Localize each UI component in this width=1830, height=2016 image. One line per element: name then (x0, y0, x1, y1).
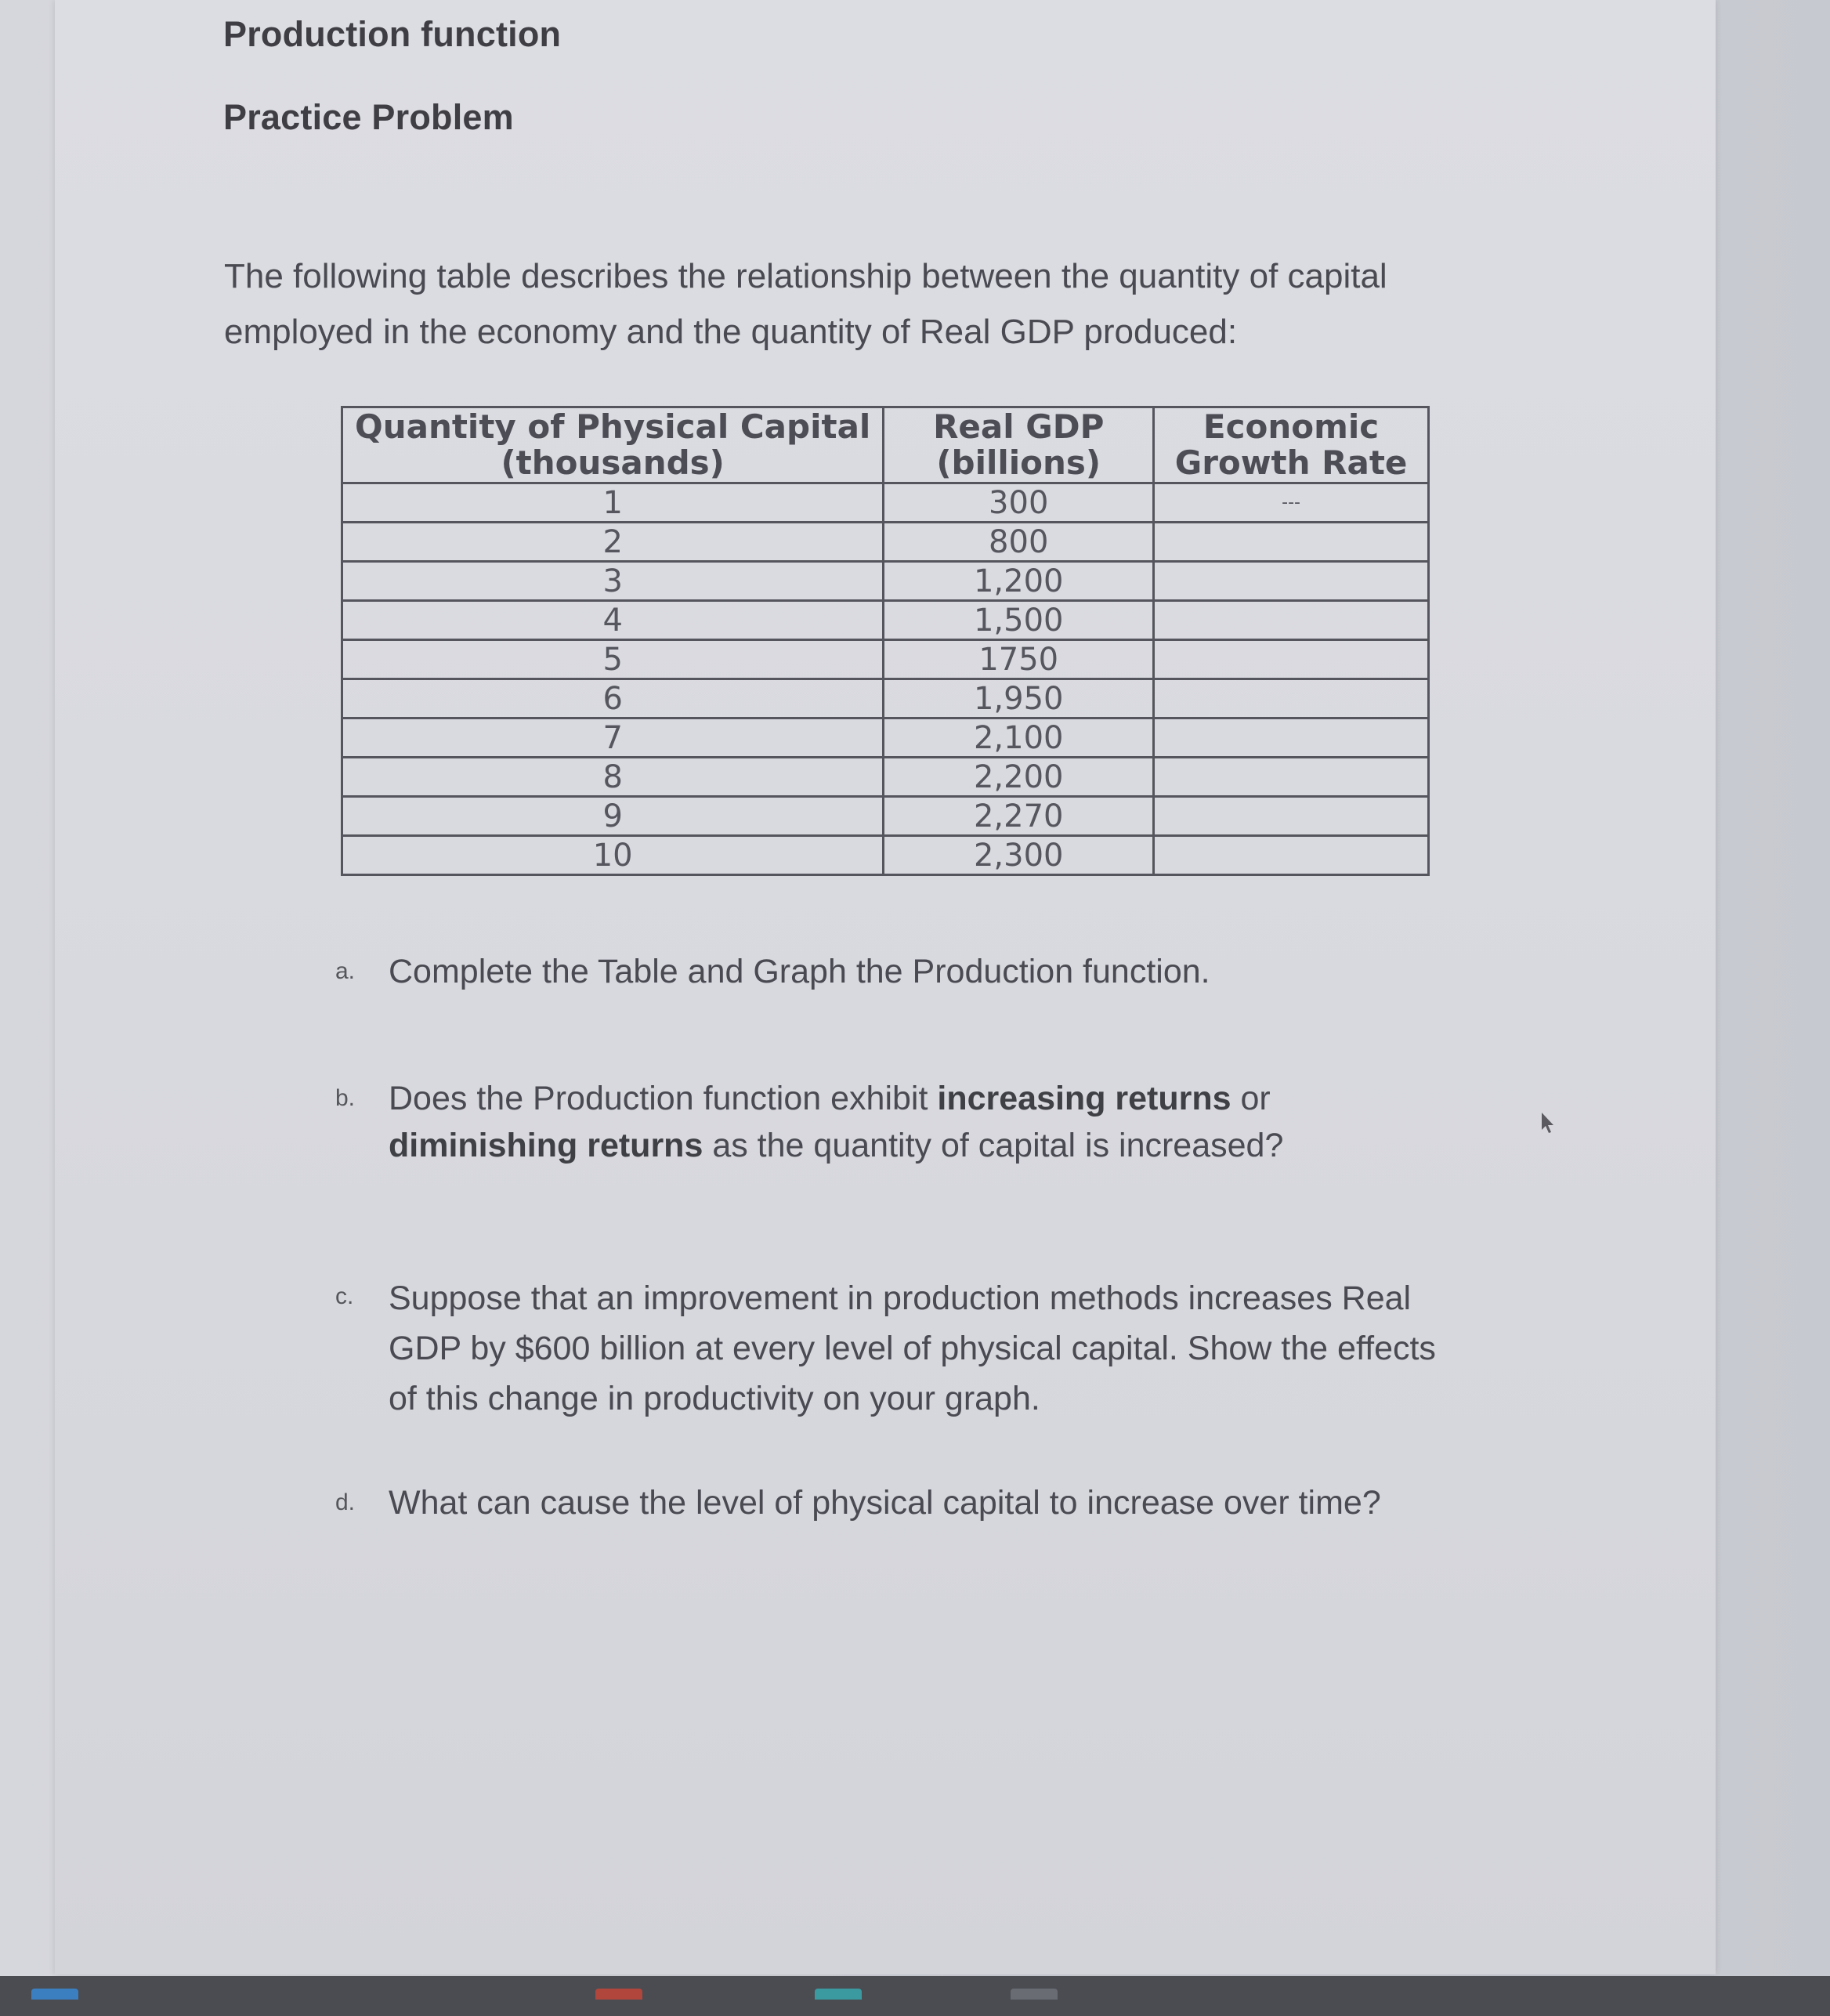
cell-growth (1154, 758, 1429, 797)
cell-gdp: 1,500 (884, 601, 1154, 640)
taskbar-app-icon[interactable] (815, 1989, 862, 2000)
cell-capital: 8 (342, 758, 884, 797)
question-d-letter: d. (335, 1489, 356, 1515)
question-b-text (389, 1075, 1564, 1169)
question-c-line1: Suppose that an improvement in production methods increases Real (389, 1279, 1412, 1317)
header-growth-line2: Growth Rate (1174, 443, 1408, 482)
cell-capital: 2 (342, 523, 884, 562)
intro-line-1: The following table describes the relationship between the quantity of capital (224, 257, 1387, 295)
cell-growth: --- (1154, 483, 1429, 523)
question-c-line2: GDP by $600 billion at every level of physical capital. Show the effects (389, 1330, 1436, 1367)
question-c-line3: of this change in productivity on your graph. (389, 1380, 1040, 1417)
cell-capital: 6 (342, 679, 884, 718)
table-row (342, 640, 1429, 679)
table-row (342, 758, 1429, 797)
question-a-text: Complete the Table and Graph the Production function. (389, 953, 1210, 990)
document-page (55, 0, 1716, 1974)
table-header-row (342, 407, 1429, 483)
question-a-letter: a. (335, 958, 356, 984)
cell-capital: 5 (342, 640, 884, 679)
document-title: Production function (223, 14, 562, 54)
table-row (342, 601, 1429, 640)
header-growth-line1: Economic (1203, 407, 1380, 446)
document-subtitle: Practice Problem (223, 97, 514, 137)
cell-gdp: 2,200 (884, 758, 1154, 797)
cell-growth (1154, 679, 1429, 718)
capital-gdp-table (341, 406, 1430, 876)
question-c-text (389, 1273, 1564, 1424)
taskbar (0, 1976, 1830, 2016)
table-row (342, 836, 1429, 875)
header-gdp-line1: Real GDP (933, 407, 1105, 446)
question-b-bold2: diminishing returns (389, 1127, 703, 1164)
header-gdp-line2: (billions) (936, 443, 1101, 482)
cell-growth (1154, 836, 1429, 875)
header-growth (1154, 407, 1429, 483)
table-row (342, 523, 1429, 562)
cell-gdp: 2,270 (884, 797, 1154, 836)
cell-growth (1154, 797, 1429, 836)
header-capital-line1: Quantity of Physical Capital (355, 407, 871, 446)
cell-capital: 1 (342, 483, 884, 523)
cell-gdp: 1,200 (884, 562, 1154, 601)
mouse-cursor-icon (1540, 1111, 1556, 1135)
header-capital-line2: (thousands) (501, 443, 725, 482)
table-row (342, 562, 1429, 601)
cell-gdp: 2,100 (884, 718, 1154, 758)
question-b-part2: or (1231, 1080, 1271, 1117)
question-b-letter: b. (335, 1085, 356, 1111)
cell-gdp: 300 (884, 483, 1154, 523)
cell-capital: 9 (342, 797, 884, 836)
cell-gdp: 800 (884, 523, 1154, 562)
cell-growth (1154, 718, 1429, 758)
question-c-letter: c. (335, 1283, 354, 1309)
header-capital (342, 407, 884, 483)
table-row (342, 718, 1429, 758)
question-b-bold1: increasing returns (937, 1080, 1231, 1117)
cell-gdp: 1750 (884, 640, 1154, 679)
taskbar-app-icon[interactable] (1011, 1989, 1058, 2000)
cell-capital: 7 (342, 718, 884, 758)
question-b-part3: as the quantity of capital is increased? (703, 1127, 1284, 1164)
cell-gdp: 1,950 (884, 679, 1154, 718)
cell-capital: 4 (342, 601, 884, 640)
table-row (342, 679, 1429, 718)
table-row (342, 483, 1429, 523)
taskbar-app-icon[interactable] (595, 1989, 642, 2000)
question-d-text: What can cause the level of physical capital to increase over time? (389, 1484, 1381, 1522)
cell-growth (1154, 523, 1429, 562)
cell-capital: 10 (342, 836, 884, 875)
cell-growth (1154, 640, 1429, 679)
question-b-part1: Does the Production function exhibit (389, 1080, 938, 1117)
cell-growth (1154, 562, 1429, 601)
table-row (342, 797, 1429, 836)
cell-capital: 3 (342, 562, 884, 601)
header-gdp (884, 407, 1154, 483)
taskbar-app-icon[interactable] (31, 1989, 78, 2000)
intro-line-2: employed in the economy and the quantity of Real GDP produced: (224, 313, 1238, 351)
cell-growth (1154, 601, 1429, 640)
cell-gdp: 2,300 (884, 836, 1154, 875)
